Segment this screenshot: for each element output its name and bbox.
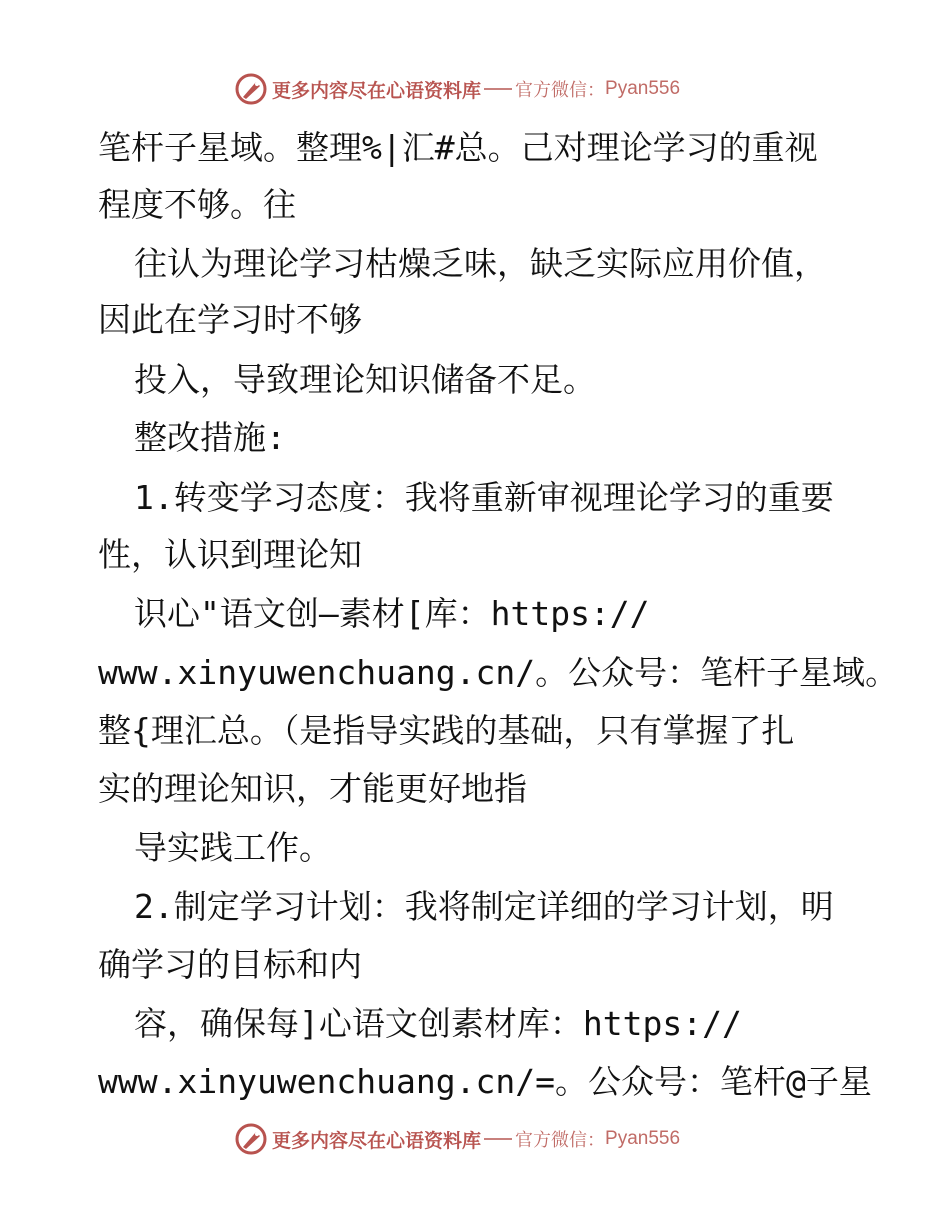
body-line: www.xinyuwenchuang.cn/=。公众号：笔杆@子星 — [98, 1062, 872, 1101]
body-line: 确学习的目标和内 — [98, 945, 362, 984]
body-line: 投入，导致理论知识储备不足。 — [134, 360, 596, 399]
banner-dash — [484, 88, 512, 90]
body-line: 1.转变学习态度：我将重新审视理论学习的重要 — [134, 478, 834, 517]
body-line: 实的理论知识，才能更好地指 — [98, 769, 527, 808]
body-line: 容，确保每]心语文创素材库：https:// — [134, 1004, 742, 1043]
body-line: 识心"语文创—素材[库：https:// — [134, 594, 650, 633]
banner-wechat-id: Pyan556 — [605, 78, 681, 99]
banner-wechat-label: 官方微信： — [515, 80, 606, 101]
body-line: 程度不够。往 — [98, 185, 296, 224]
body-line: 整改措施: — [134, 418, 286, 457]
body-line: 笔杆子星域。整理%|汇#总。己对理论学习的重视 — [98, 128, 818, 167]
body-line: 因此在学习时不够 — [98, 300, 362, 339]
footer-banner — [234, 1120, 680, 1158]
banner-dash — [484, 1138, 512, 1140]
body-line: www.xinyuwenchuang.cn/。公众号：笔杆子星域。 — [98, 653, 899, 692]
body-line: 往认为理论学习枯燥乏味，缺乏实际应用价值， — [134, 244, 827, 283]
body-line: 2.制定学习计划：我将制定详细的学习计划，明 — [134, 887, 834, 926]
pen-logo-icon — [234, 72, 268, 106]
body-line: 整{理汇总。（是指导实践的基础，只有掌握了扎 — [98, 711, 795, 750]
header-banner — [234, 70, 680, 108]
banner-brand-text: 更多内容尽在心语资料库 — [272, 79, 482, 102]
banner-wechat-id: Pyan556 — [605, 1128, 681, 1149]
pen-logo-icon — [234, 1122, 268, 1156]
banner-wechat-label: 官方微信： — [515, 1130, 606, 1151]
body-line: 性，认识到理论知 — [98, 535, 362, 574]
banner-brand-text: 更多内容尽在心语资料库 — [272, 1129, 482, 1152]
body-line: 导实践工作。 — [134, 828, 332, 867]
